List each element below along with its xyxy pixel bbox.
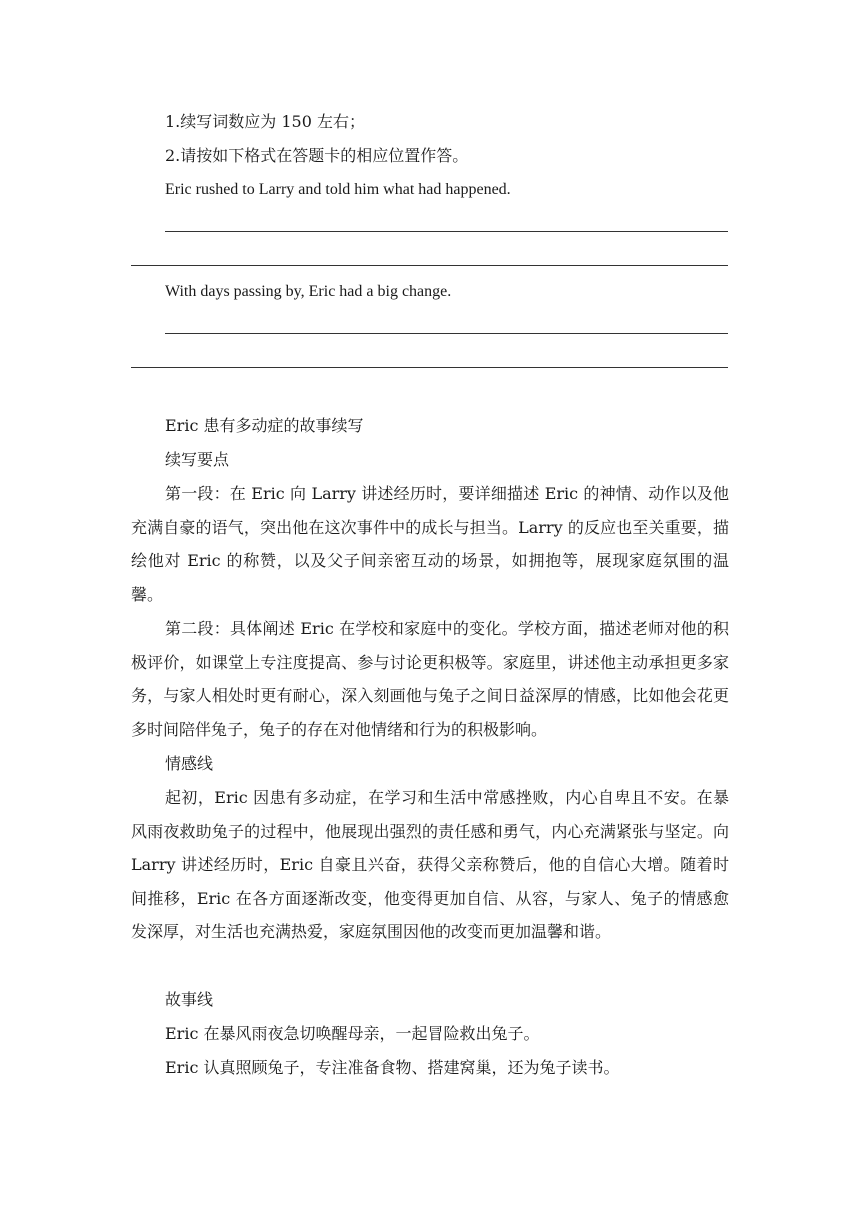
key-point-paragraph-2: 第二段：具体阐述 Eric 在学校和家庭中的变化。学校方面，描述老师对他的积极评价，如课堂上专注度提高、参与讨论更积极等。家庭里，讲述他主动承担更多家务，与家人相处时更有耐心，深入刻画他与兔子之间日益深厚的情感，比如他会花更多时间陪伴兔子，兔子的存在对他情绪和行为的积极影响。 xyxy=(131,619,729,739)
requirement-item-1: 1.续写词数应为 150 左右； xyxy=(165,112,365,131)
emotion-line-text: 起初，Eric 因患有多动症，在学习和生活中常感挫败，内心自卑且不安。在暴风雨夜救助兔子的过程中，他展现出强烈的责任感和勇气，内心充满紧张与坚定。向 Larry 讲述经历时，Eric 自豪且兴奋，获得父亲称赞后，他的自信心大增。随着时间推移，Eric 在各方面逐渐改变，他变得更加自信、从容，与家人、兔子的情感愈发深厚，对生活也充满热爱，家庭氛围因他的改变而更加温馨和谐。 xyxy=(131,788,729,941)
paragraph2-opening: With days passing by, Eric had a big change. xyxy=(165,283,452,300)
story-line-item-1: Eric 在暴风雨夜急切唤醒母亲，一起冒险救出兔子。 xyxy=(165,1024,540,1043)
answer-line xyxy=(131,265,728,266)
key-points-heading: 续写要点 xyxy=(165,450,230,469)
analysis-title: Eric 患有多动症的故事续写 xyxy=(165,416,364,435)
answer-line xyxy=(165,231,728,232)
paragraph1-opening: Eric rushed to Larry and told him what had happened. xyxy=(165,181,511,198)
key-point-paragraph-1: 第一段：在 Eric 向 Larry 讲述经历时，要详细描述 Eric 的神情、动作以及他充满自豪的语气，突出他在这次事件中的成长与担当。Larry 的反应也至关重要，描绘他对 Eric 的称赞，以及父子间亲密互动的场景，如拥抱等，展现家庭氛围的温馨。 xyxy=(131,484,729,604)
answer-line xyxy=(165,333,728,334)
story-line-heading: 故事线 xyxy=(165,990,214,1009)
story-line-item-2: Eric 认真照顾兔子，专注准备食物、搭建窝巢，还为兔子读书。 xyxy=(165,1058,620,1077)
answer-line xyxy=(131,367,728,368)
emotion-line-heading: 情感线 xyxy=(165,754,214,773)
requirement-item-2: 2.请按如下格式在答题卡的相应位置作答。 xyxy=(165,146,469,165)
